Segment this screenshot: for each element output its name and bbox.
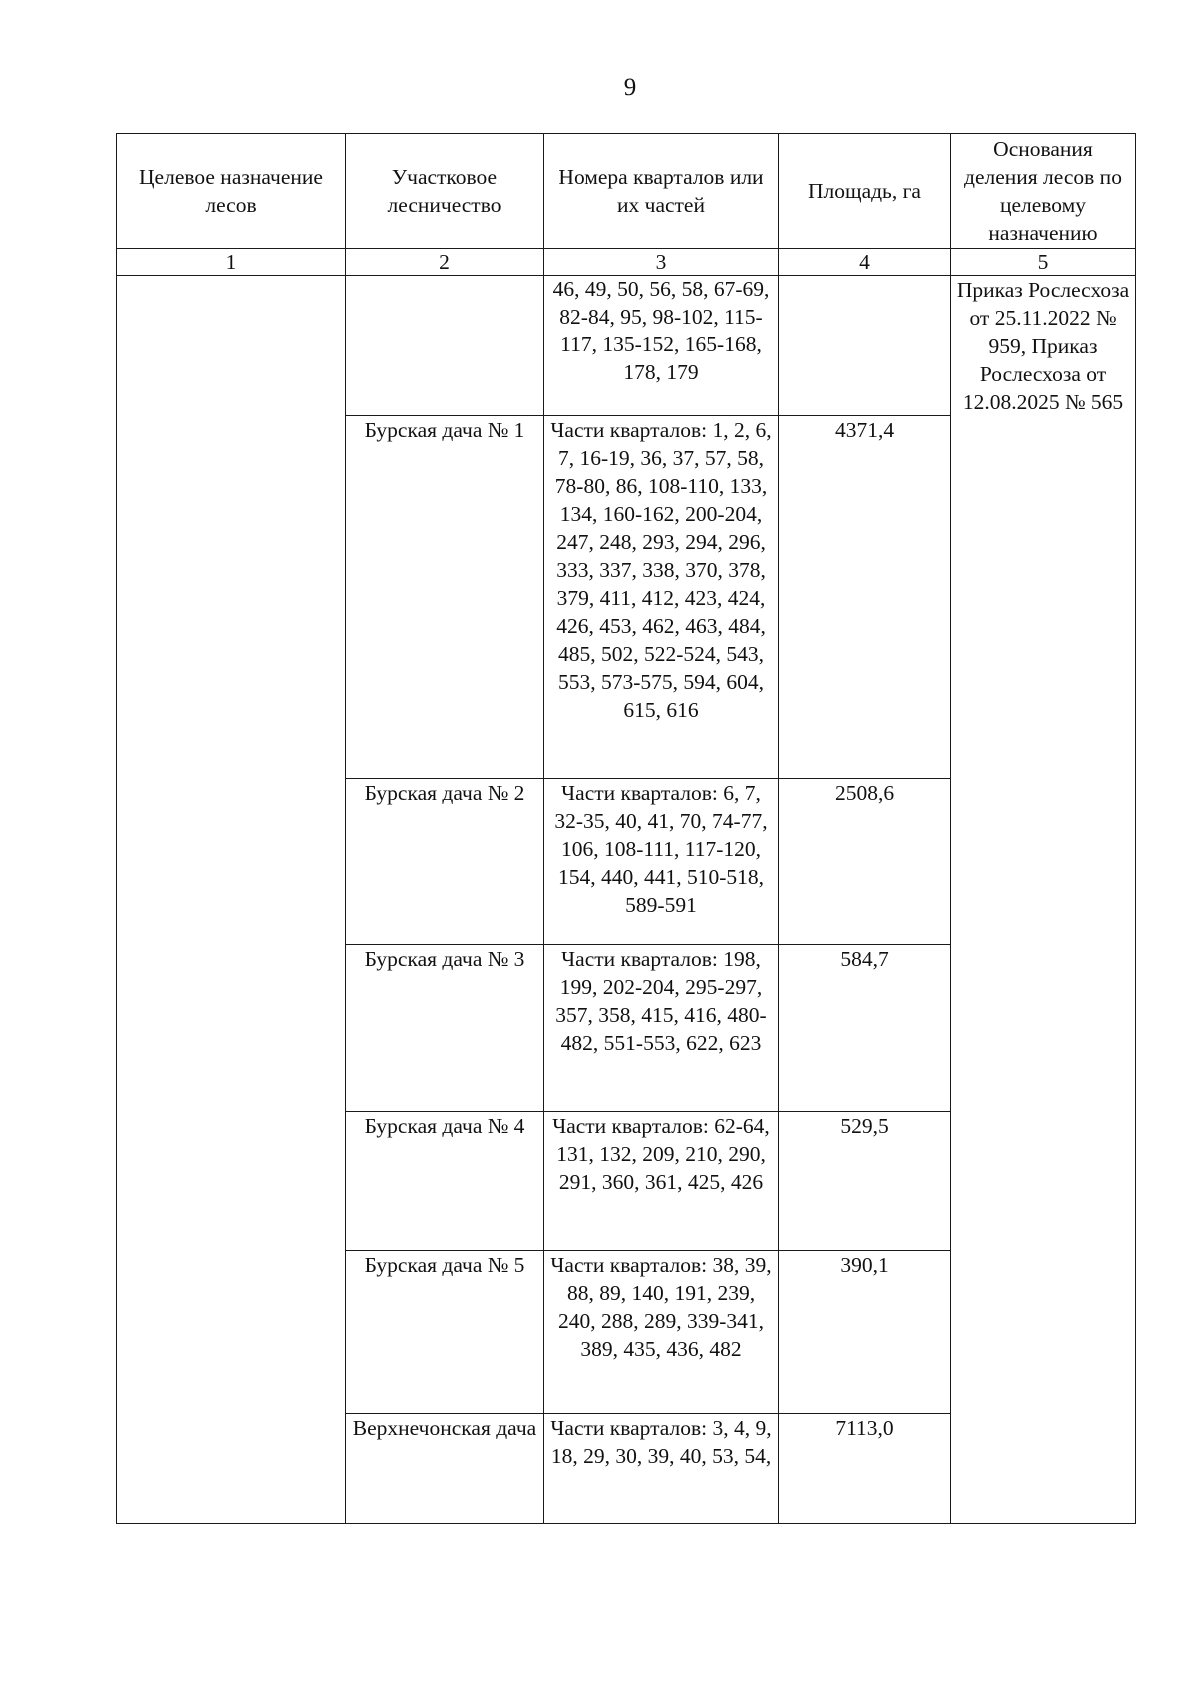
quarters-cell: Части кварталов: 198, 199, 202-204, 295-297, 357, 358, 415, 416, 480-482, 551-553, 622, 623 — [544, 945, 779, 1112]
header-district: Участковое лесничество — [346, 134, 544, 249]
column-number-row — [117, 249, 1136, 276]
basis-cell: Приказ Рослесхоза от 25.11.2022 № 959, Приказ Рослесхоза от 12.08.2025 № 565 — [951, 276, 1136, 1524]
quarters-cell: Части кварталов: 62-64, 131, 132, 209, 210, 290, 291, 360, 361, 425, 426 — [544, 1112, 779, 1251]
area-cell — [779, 276, 951, 416]
table-header-row — [117, 134, 1136, 249]
column-number: 4 — [779, 249, 951, 276]
quarters-cell: Части кварталов: 38, 39, 88, 89, 140, 191, 239, 240, 288, 289, 339-341, 389, 435, 436, 482 — [544, 1251, 779, 1414]
quarters-cell: 46, 49, 50, 56, 58, 67-69, 82-84, 95, 98-102, 115-117, 135-152, 165-168, 178, 179 — [544, 276, 779, 416]
district-cell: Бурская дача № 4 — [346, 1112, 544, 1251]
table-row — [117, 276, 1136, 416]
district-cell: Верхнечонская дача — [346, 1414, 544, 1524]
header-area: Площадь, га — [779, 134, 951, 249]
area-cell: 7113,0 — [779, 1414, 951, 1524]
district-cell: Бурская дача № 5 — [346, 1251, 544, 1414]
district-cell: Бурская дача № 2 — [346, 779, 544, 945]
column-number: 5 — [951, 249, 1136, 276]
district-cell: Бурская дача № 1 — [346, 416, 544, 779]
quarters-cell: Части кварталов: 1, 2, 6, 7, 16-19, 36, 37, 57, 58, 78-80, 86, 108-110, 133, 134, 160-162, 200-204, 247, 248, 293, 294, 296, 333, 337, 338, 370, 378, 379, 411, 412, 423, 424, 426, 453, 462, 463, 484, 485, 502, 522-524, 543, 553, 573-575, 594, 604, 615, 616 — [544, 416, 779, 779]
page-number: 9 — [623, 74, 637, 101]
column-number: 1 — [117, 249, 346, 276]
area-cell: 390,1 — [779, 1251, 951, 1414]
header-quarters: Номера кварталов или их частей — [544, 134, 779, 249]
district-cell — [346, 276, 544, 416]
column-number: 2 — [346, 249, 544, 276]
area-cell: 2508,6 — [779, 779, 951, 945]
quarters-cell: Части кварталов: 6, 7, 32-35, 40, 41, 70, 74-77, 106, 108-111, 117-120, 154, 440, 441, 510-518, 589-591 — [544, 779, 779, 945]
area-cell: 529,5 — [779, 1112, 951, 1251]
district-cell: Бурская дача № 3 — [346, 945, 544, 1112]
area-cell: 4371,4 — [779, 416, 951, 779]
column-number: 3 — [544, 249, 779, 276]
forest-purpose-table — [116, 133, 1136, 1524]
area-cell: 584,7 — [779, 945, 951, 1112]
purpose-cell — [117, 276, 346, 1524]
header-basis: Основания деления лесов по целевому назначению — [951, 134, 1136, 249]
header-purpose: Целевое назначение лесов — [117, 134, 346, 249]
quarters-cell: Части кварталов: 3, 4, 9, 18, 29, 30, 39, 40, 53, 54, — [544, 1414, 779, 1524]
